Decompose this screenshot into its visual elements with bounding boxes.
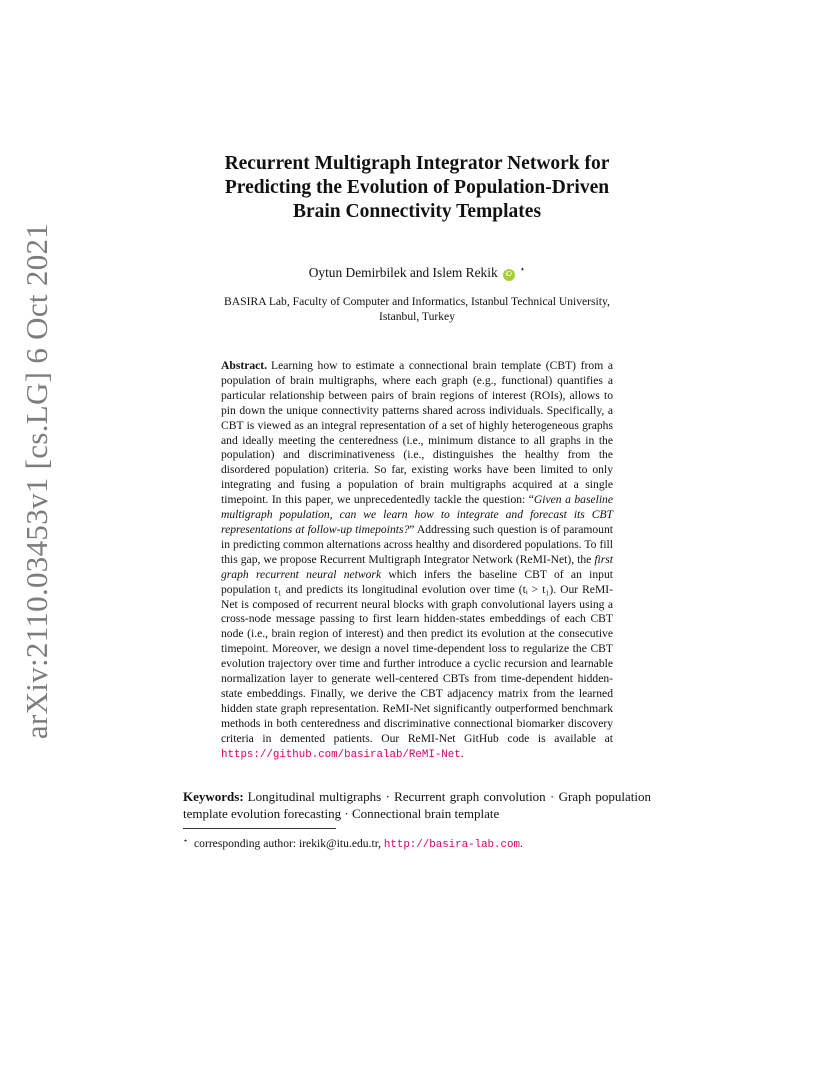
abstract-text-2: ” Addressing such question is of paramount in predicting common alternations across healthy and disordered populations. To fill this gap, we propose Recurrent Multigraph Integrator Network (ReMI-Net), the (221, 522, 613, 566)
keywords (183, 789, 651, 822)
paper-first-page (183, 152, 651, 853)
lab-website-link[interactable]: http://basira-lab.com (383, 839, 520, 852)
title-line-3: Brain Connectivity Templates (292, 201, 542, 222)
affiliation (183, 294, 651, 324)
affiliation-line-2: Istanbul, Turkey (378, 310, 455, 323)
abstract-heading: Abstract. (221, 359, 268, 372)
affiliation-line-1: BASIRA Lab, Faculty of Computer and Informatics, Istanbul Technical University, (224, 295, 610, 308)
abstract (221, 359, 613, 762)
keywords-heading: Keywords: (183, 789, 244, 805)
arxiv-stamp (0, 0, 54, 740)
abstract-end: . (460, 746, 464, 760)
author-names: Oytun Demirbilek and Islem Rekik (308, 265, 498, 280)
orcid-icon[interactable]: iD (503, 269, 515, 281)
corresponding-author-mark: ⋆ (519, 264, 526, 274)
title-line-2: Predicting the Evolution of Population-Driven (224, 177, 610, 198)
abstract-emphasis: first graph recurrent neural network (221, 552, 613, 581)
github-code-link[interactable]: https://github.com/basiralab/ReMI-Net (221, 748, 461, 761)
footnote (183, 833, 651, 853)
keywords-text: Longitudinal multigraphs · Recurrent graph convolution · Graph population template evolution forecasting · Connectional brain template (183, 789, 651, 821)
paper-title (183, 152, 651, 224)
arxiv-identifier: arXiv:2110.03453v1 [cs.LG] 6 Oct 2021 (19, 222, 54, 740)
footnote-symbol: ⋆ (183, 836, 189, 846)
footnote-text: corresponding author: irekik@itu.edu.tr, (194, 837, 384, 851)
footnote-divider (183, 828, 336, 829)
abstract-text-3: which infers the baseline CBT of an input population t₁ and predicts its longitudinal evolution over time (tᵢ > t₁). Our ReMI-Net is composed of recurrent neural blocks with graph convolutional layers using a cross-node message passing to first learn hidden-states embeddings of each CBT node (i.e., brain region of interest) and then predict its evolution at the consecutive timepoint. Moreover, we design a novel time-dependent loss to regularize the CBT evolution trajectory over time and further introduce a cyclic recursion and learnable normalization layer to generate well-centered CBTs from time-dependent hidden-state embeddings. Finally, we derive the CBT adjacency matrix from the learned hidden state graph representation. ReMI-Net significantly outperformed benchmark methods in both centeredness and discriminative connectional biomarker discovery criteria in demented patients. Our ReMI-Net GitHub code is available at (221, 567, 613, 745)
author-line (183, 261, 651, 281)
abstract-text-1: Learning how to estimate a connectional brain template (CBT) from a population of brain multigraphs, where each graph (e.g., functional) quantifies a particular relationship between pairs of brain regions of interest (ROIs), allows to pin down the unique connectivity patterns shared across individuals. Specifically, a CBT is viewed as an integral representation of a set of highly heterogeneous graphs and ideally meeting the centeredness (i.e., minimum distance to all graphs in the population) and discriminativeness (i.e., distinguishes the healthy from the disordered population) criteria. So far, existing works have been limited to only integrating and fusing a population of brain multigraphs acquired at a single timepoint. In this paper, we unprecedentedly tackle the question: “ (221, 359, 613, 507)
abstract-question: Given a baseline multigraph population, can we learn how to integrate and forecast its CBT representations at follow-up timepoints? (221, 493, 613, 536)
title-line-1: Recurrent Multigraph Integrator Network for (224, 153, 610, 174)
footnote-end: . (519, 837, 523, 851)
